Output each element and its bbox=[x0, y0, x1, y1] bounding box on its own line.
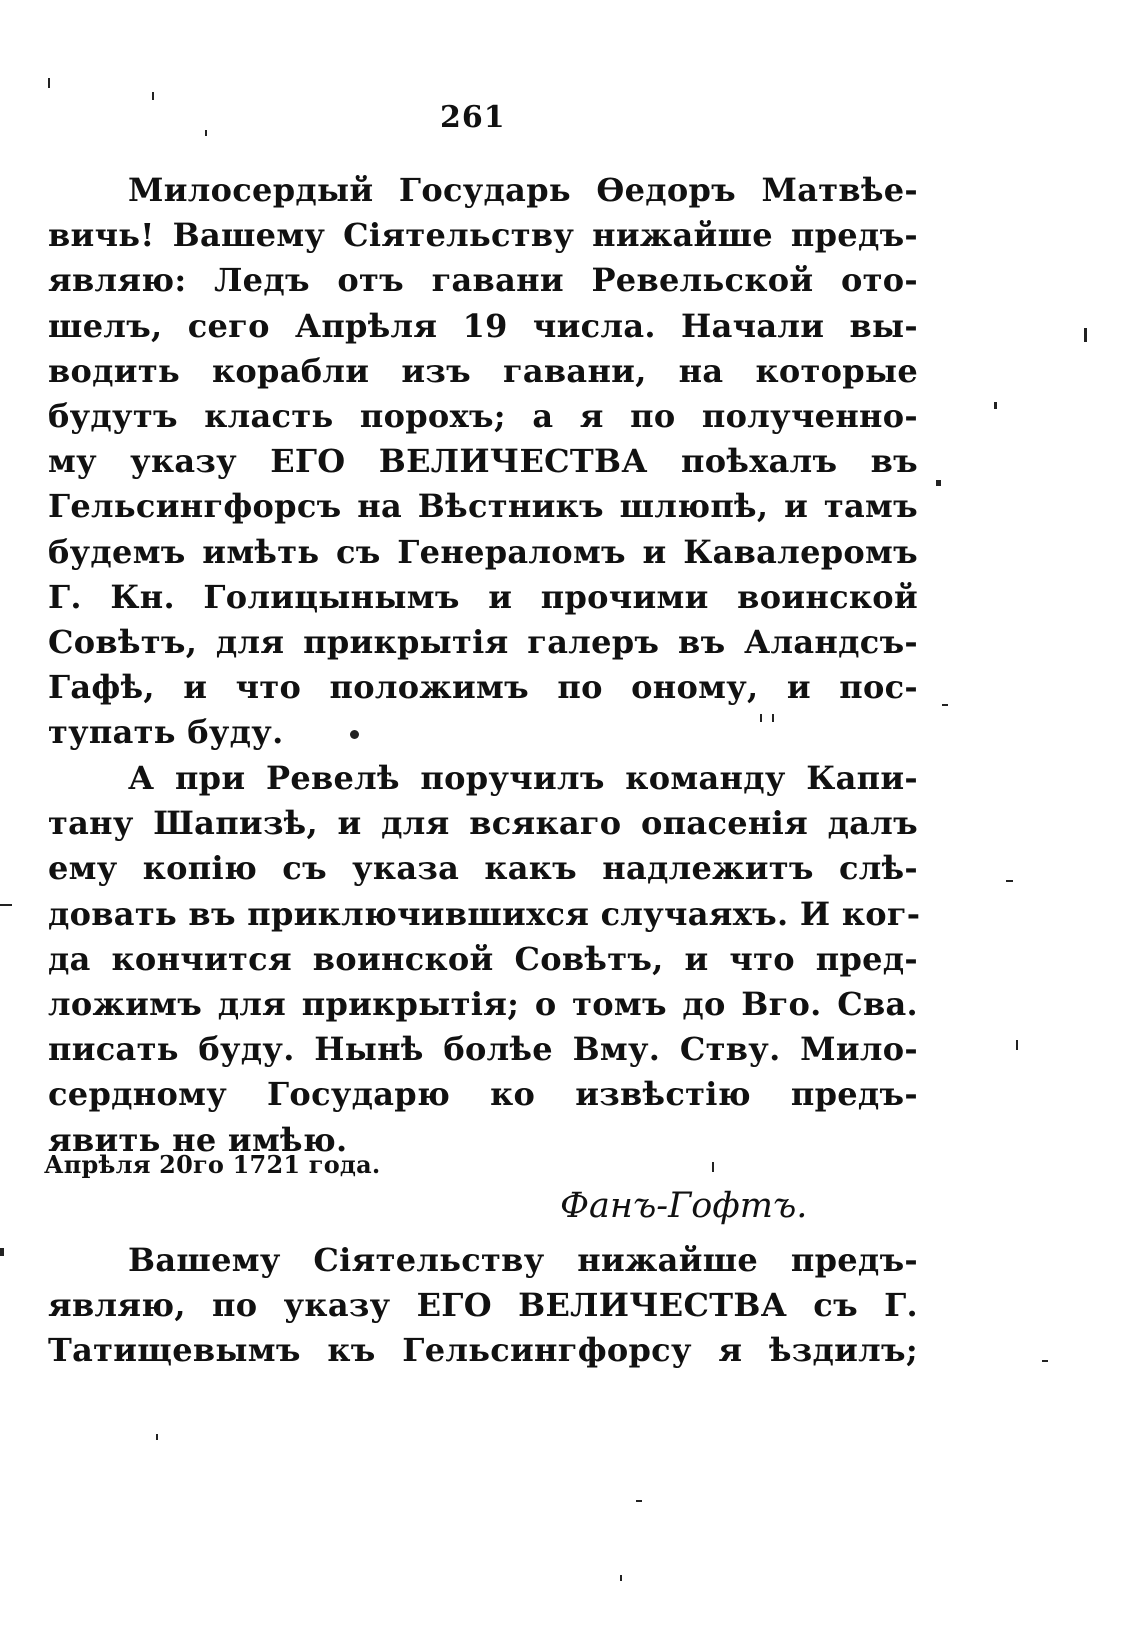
scan-speck bbox=[712, 1162, 714, 1172]
scan-speck bbox=[350, 730, 359, 739]
text-line: Гельсингфорсъ на Вѣстникъ шлюпѣ, и тамъ bbox=[48, 487, 918, 526]
text-line: Гафѣ, и что положимъ по оному, и пос- bbox=[48, 668, 918, 707]
text-line: ему копію съ указа какъ надлежитъ слѣ- bbox=[48, 849, 918, 888]
text-line: водить корабли изъ гавани, на которые bbox=[48, 351, 918, 390]
scan-speck bbox=[0, 1248, 4, 1256]
scan-speck bbox=[156, 1434, 158, 1440]
scan-speck bbox=[760, 714, 762, 722]
scan-speck bbox=[48, 78, 50, 88]
text-line: будутъ класть порохъ; а я по полученно- bbox=[48, 396, 918, 435]
letter-2-paragraph-1 bbox=[48, 1238, 918, 1374]
scan-speck bbox=[936, 480, 941, 486]
text-line: являю: Ледъ отъ гавани Ревельской ото- bbox=[48, 261, 918, 300]
scan-speck bbox=[1016, 1040, 1018, 1050]
text-line: Милосердый Государь Өедоръ Матвѣе- bbox=[128, 171, 918, 209]
text-line: тану Шапизѣ, и для всякаго опасенія далъ bbox=[48, 804, 918, 843]
text-line: да кончится воинской Совѣтъ, и что пред- bbox=[48, 939, 918, 978]
text-line: тупать буду. bbox=[48, 713, 284, 752]
scan-speck bbox=[636, 1500, 642, 1502]
scan-speck bbox=[1042, 1360, 1048, 1362]
text-line: А при Ревелѣ поручилъ команду Капи- bbox=[128, 759, 918, 797]
scan-speck bbox=[994, 402, 997, 409]
signature: Фанъ-Гофтъ. bbox=[560, 1186, 808, 1226]
scan-speck bbox=[1006, 880, 1013, 882]
scan-speck bbox=[942, 704, 948, 706]
scan-speck bbox=[772, 714, 774, 722]
text-line: шелъ, сего Апрѣля 19 числа. Начали вы- bbox=[48, 306, 918, 345]
text-line: Татищевымъ къ Гельсингфорсу я ѣздилъ; bbox=[48, 1331, 918, 1370]
text-line: будемъ имѣть съ Генераломъ и Кавалеромъ bbox=[48, 532, 918, 571]
text-line: довать въ приключившихся случаяхъ. И ког- bbox=[48, 894, 921, 933]
scan-speck bbox=[1084, 328, 1087, 342]
scan-speck bbox=[620, 1575, 622, 1581]
scan-speck bbox=[0, 904, 12, 906]
text-line: Г. Кн. Голицынымъ и прочими воинской bbox=[48, 577, 918, 616]
page-number: 261 bbox=[440, 100, 506, 135]
scan-speck bbox=[152, 92, 154, 100]
text-line: вичь! Вашему Сіятельству нижайше предъ- bbox=[48, 216, 918, 255]
text-line: являю, по указу ЕГО ВЕЛИЧЕСТВА съ Г. bbox=[48, 1286, 918, 1325]
text-line: Совѣтъ, для прикрытія галеръ въ Аландсъ- bbox=[48, 622, 918, 661]
text-line: му указу ЕГО ВЕЛИЧЕСТВА поѣхалъ въ bbox=[48, 442, 918, 481]
letter-1-paragraph-2 bbox=[48, 756, 921, 1163]
text-line: Вашему Сіятельству нижайше предъ- bbox=[128, 1241, 918, 1279]
text-line: явить не имѣю. bbox=[48, 1120, 348, 1159]
scan-speck bbox=[205, 130, 207, 136]
text-line: ложимъ для прикрытія; о томъ до Вго. Сва. bbox=[48, 984, 918, 1023]
letter-date: Апрѣля 20го 1721 года. bbox=[44, 1150, 381, 1179]
text-line: писать буду. Нынѣ болѣе Вму. Ству. Мило- bbox=[48, 1030, 918, 1069]
text-line: сердному Государю ко извѣстію предъ- bbox=[48, 1075, 918, 1114]
letter-1-paragraph-1 bbox=[48, 168, 918, 755]
